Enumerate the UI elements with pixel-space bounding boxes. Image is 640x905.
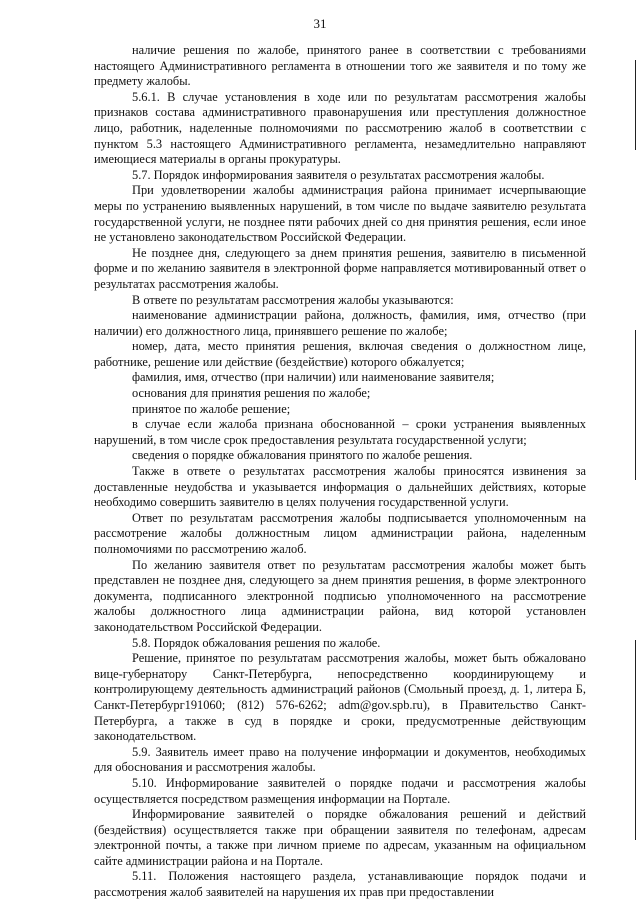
paragraph: Решение, принятое по результатам рассмотрения жалобы, может быть обжаловано вице-губернатору Санкт-Петербурга, непосредственно координирующему и контролирующему деятельность администраций районов (Смольный проезд, д. 1, литера Б, Санкт-Петербург191060; (812) 576-6262; adm@gov.spb.ru), в Правительство Санкт-Петербурга, а также в суд в порядке и сроки, предусмотренные действующим законодательством. bbox=[94, 651, 586, 744]
paragraph: Также в ответе о результатах рассмотрения жалобы приносятся извинения за доставленные неудобства и указывается информация о дальнейших действиях, которые необходимо совершить заявителю в целях получения государственной услуги. bbox=[94, 464, 586, 510]
paragraph: наименование администрации района, должность, фамилия, имя, отчество (при наличии) его должностного лица, принявшего решение по жалобе; bbox=[94, 308, 586, 338]
paragraph: При удовлетворении жалобы администрация района принимает исчерпывающие меры по устранению выявленных нарушений, в том числе по выдаче заявителю результата государственной услуги, не позднее пяти рабочих дней со дня принятия решения, если иное не установлено законодательством Российской Федерации. bbox=[94, 183, 586, 245]
scan-edge-line bbox=[635, 330, 636, 480]
paragraph: основания для принятия решения по жалобе; bbox=[132, 386, 371, 401]
paragraph: 5.6.1. В случае установления в ходе или по результатам рассмотрения жалобы признаков состава административного правонарушения или преступления должностное лицо, работник, наделенные полномочиями по рассмотрению жалоб в соответствии с пунктом 5.3 настоящего Административного регламента, незамедлительно направляют имеющиеся материалы в органы прокуратуры. bbox=[94, 89, 586, 167]
scan-edge-line bbox=[635, 640, 636, 840]
paragraph: фамилия, имя, отчество (при наличии) или наименование заявителя; bbox=[132, 370, 495, 385]
paragraph: принятое по жалобе решение; bbox=[132, 401, 291, 416]
paragraph: Не позднее дня, следующего за днем принятия решения, заявителю в письменной форме и по желанию заявителя в электронной форме направляется мотивированный ответ о результатах рассмотрения жалобы. bbox=[94, 245, 586, 291]
paragraph: 5.11. Положения настоящего раздела, устанавливающие порядок подачи и рассмотрения жалоб заявителей на нарушения их прав при предоставлении bbox=[94, 869, 586, 900]
page-number: 31 bbox=[313, 16, 327, 31]
paragraph: сведения о порядке обжалования принятого по жалобе решения. bbox=[132, 448, 473, 463]
scan-edge-line bbox=[635, 60, 636, 150]
paragraph: Ответ по результатам рассмотрения жалобы подписывается уполномоченным на рассмотрение жалобы должностным лицом администрации района, наделенным полномочиями по рассмотрению жалоб. bbox=[94, 510, 586, 556]
paragraph: Информирование заявителей о порядке обжалования решений и действий (бездействия) осуществляется также при обращении заявителя по телефонам, адресам электронной почты, а также при личном приеме по адресам, указанным на официальном сайте администрации района и на Портале. bbox=[94, 807, 586, 868]
paragraph: в случае если жалоба признана обоснованной – сроки устранения выявленных нарушений, в том числе срок предоставления результата государственной услуги; bbox=[94, 417, 586, 447]
paragraph: 5.7. Порядок информирования заявителя о результатах рассмотрения жалобы. bbox=[132, 167, 545, 182]
paragraph: В ответе по результатам рассмотрения жалобы указываются: bbox=[132, 292, 454, 307]
paragraph: 5.9. Заявитель имеет право на получение информации и документов, необходимых для обоснования и рассмотрения жалобы. bbox=[94, 744, 586, 775]
paragraph: 5.8. Порядок обжалования решения по жалобе. bbox=[132, 635, 381, 650]
paragraph: 5.10. Информирование заявителей о порядке подачи и рассмотрения жалобы осуществляется посредством размещения информации на Портале. bbox=[94, 775, 586, 806]
document-body bbox=[94, 43, 586, 901]
paragraph: номер, дата, место принятия решения, включая сведения о должностном лице, работнике, решение или действие (бездействие) которого обжалуется; bbox=[94, 339, 586, 369]
paragraph: наличие решения по жалобе, принятого ранее в соответствии с требованиями настоящего Административного регламента в отношении того же заявителя и по тому же предмету жалобы. bbox=[94, 43, 586, 89]
paragraph: По желанию заявителя ответ по результатам рассмотрения жалобы может быть представлен не позднее дня, следующего за днем принятия решения, в форме электронного документа, подписанного электронной подписью уполномоченного на рассмотрение жалобы должностного лица администрации района, вид которой установлен законодательством Российской Федерации. bbox=[94, 557, 586, 634]
